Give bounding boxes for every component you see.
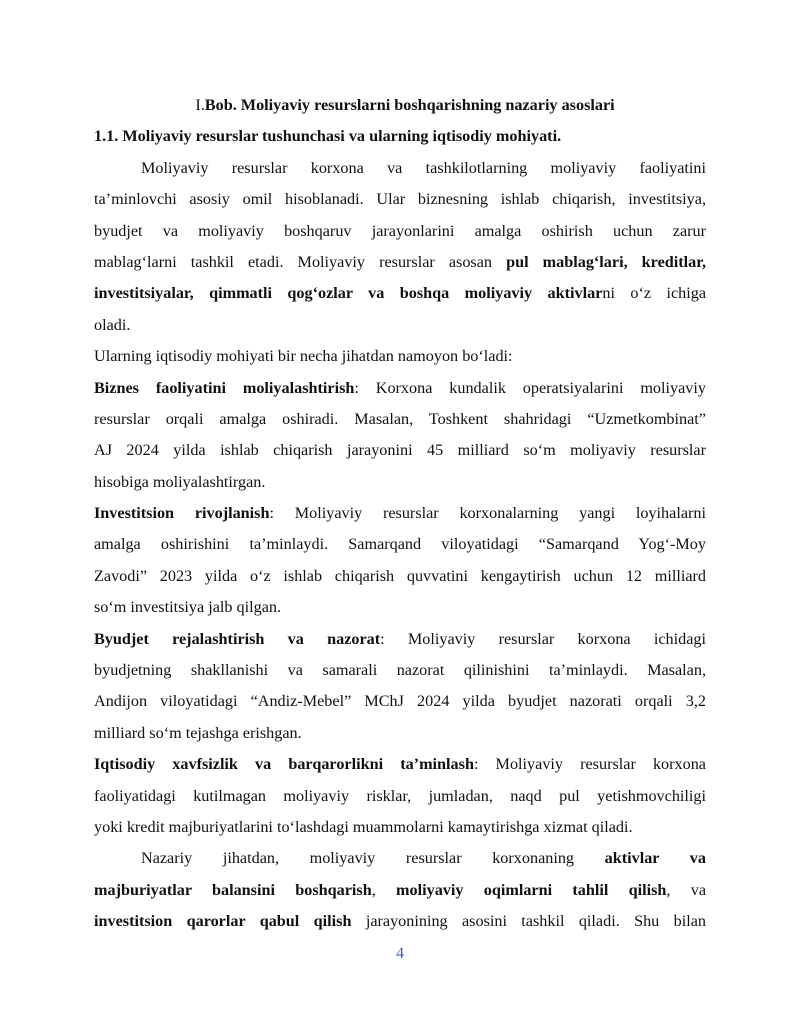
item2-line-3: Zavodi” 2023 yilda o‘z ishlab chiqarish quvvatini kengaytirish uchun 12 milliard xyxy=(94,566,706,585)
plast-line-1-text: Nazariy jihatdan, moliyaviy resurslar korxonaning xyxy=(141,849,605,868)
item1-line-1 xyxy=(94,373,706,404)
plast-line-2-bold-b: moliyaviy oqimlarni tahlil qilish xyxy=(396,880,667,899)
item3-line-2: byudjetning shakllanishi va samarali nazorat qilinishini ta’minlaydi. Masalan, xyxy=(94,661,706,680)
item4-line-3: yoki kredit majburiyatlarini to‘lashdagi muammolarni kamaytirishga xizmat qiladi. xyxy=(94,817,633,836)
plast-line-1-bold: aktivlar va xyxy=(604,849,706,868)
list-item-4 xyxy=(94,749,706,843)
p1-line-4 xyxy=(94,247,706,278)
item3-line-1-text: : Moliyaviy resurslar korxona ichidagi xyxy=(380,629,706,648)
p1-line-3: byudjet va moliyaviy boshqaruv jarayonlarini amalga oshirish uchun zarur xyxy=(94,221,706,240)
item4-line-1 xyxy=(94,749,706,780)
item2-line-1 xyxy=(94,498,706,529)
item1-line-4: hisobiga moliyalashtirgan. xyxy=(94,472,266,491)
p1-line-2: ta’minlovchi asosiy omil hisoblanadi. Ular biznesning ishlab chiqarish, investitsiya, xyxy=(94,190,706,209)
p1-line-4-text: mablag‘larni tashkil etadi. Moliyaviy resurslar asosan xyxy=(94,252,507,271)
plast-line-2-sep: , xyxy=(371,880,397,899)
list-item-1 xyxy=(94,373,706,499)
item2-line-1-text: : Moliyaviy resurslar korxonalarning yangi loyihalarni xyxy=(269,504,706,523)
list-item-3 xyxy=(94,624,706,750)
plast-line-3 xyxy=(94,906,706,937)
plast-line-1 xyxy=(94,843,706,874)
section-heading xyxy=(94,121,706,152)
item3-line-3: Andijon viloyatidagi “Andiz-Mebel” MChJ 2024 yilda byudjet nazorati orqali 3,2 xyxy=(94,692,706,711)
section-title: 1.1. Moliyaviy resurslar tushunchasi va ularning iqtisodiy mohiyati. xyxy=(94,127,562,146)
document-page xyxy=(94,90,706,938)
paragraph-last xyxy=(94,843,706,937)
item3-line-1 xyxy=(94,624,706,655)
item1-line-1-text: : Korxona kundalik operatsiyalarini moliyaviy xyxy=(354,378,706,397)
item1-line-2: resurslar orqali amalga oshiradi. Masalan, Toshkent shahridagi “Uzmetkombinat” xyxy=(94,409,706,428)
plast-line-2 xyxy=(94,875,706,906)
item3-line-4: milliard so‘m tejashga erishgan. xyxy=(94,723,302,742)
item3-term: Byudjet rejalashtirish va nazorat xyxy=(94,629,381,648)
p1-line-6: oladi. xyxy=(94,315,131,334)
intro-line: Ularning iqtisodiy mohiyati bir necha jihatdan namoyon bo‘ladi: xyxy=(94,347,513,366)
p1-line-5 xyxy=(94,278,706,309)
item2-line-2: amalga oshirishini ta’minlaydi. Samarqand viloyatidagi “Samarqand Yog‘-Moy xyxy=(94,535,706,554)
plast-line-2-tail: , va xyxy=(666,880,706,899)
item4-line-1-text: : Moliyaviy resurslar korxona xyxy=(473,755,706,774)
chapter-title: Bob. Moliyaviy resurslarni boshqarishning nazariy asoslari xyxy=(204,96,615,114)
plast-line-2-bold-a: majburiyatlar balansini boshqarish xyxy=(94,880,372,899)
item4-term: Iqtisodiy xavfsizlik va barqarorlikni ta’minlash xyxy=(94,755,474,774)
item2-term: Investitsion rivojlanish xyxy=(94,504,270,523)
p1-line-1: Moliyaviy resurslar korxona va tashkilotlarning moliyaviy faoliyatini xyxy=(141,158,706,177)
p1-line-5-text: ni o‘z ichiga xyxy=(602,284,706,303)
chapter-prefix: I. xyxy=(195,96,205,114)
chapter-heading xyxy=(94,90,706,121)
list-item-2 xyxy=(94,498,706,624)
item4-line-2: faoliyatidagi kutilmagan moliyaviy risklar, jumladan, naqd pul yetishmovchiligi xyxy=(94,786,706,805)
plast-line-3-text: jarayonining asosini tashkil qiladi. Shu bilan xyxy=(351,912,706,931)
p1-line-5-bold: investitsiyalar, qimmatli qog‘ozlar va boshqa moliyaviy aktivlar xyxy=(94,284,603,303)
p1-line-4-bold: pul mablag‘lari, kreditlar, xyxy=(506,252,706,271)
item1-line-3: AJ 2024 yilda ishlab chiqarish jarayonini 45 milliard so‘m moliyaviy resurslar xyxy=(94,441,706,460)
item2-line-4: so‘m investitsiya jalb qilgan. xyxy=(94,598,282,617)
plast-line-3-bold: investitsion qarorlar qabul qilish xyxy=(94,912,352,931)
paragraph-1 xyxy=(94,153,706,341)
item1-term: Biznes faoliyatini moliyalashtirish xyxy=(94,378,355,397)
page-number: 4 xyxy=(396,945,404,962)
